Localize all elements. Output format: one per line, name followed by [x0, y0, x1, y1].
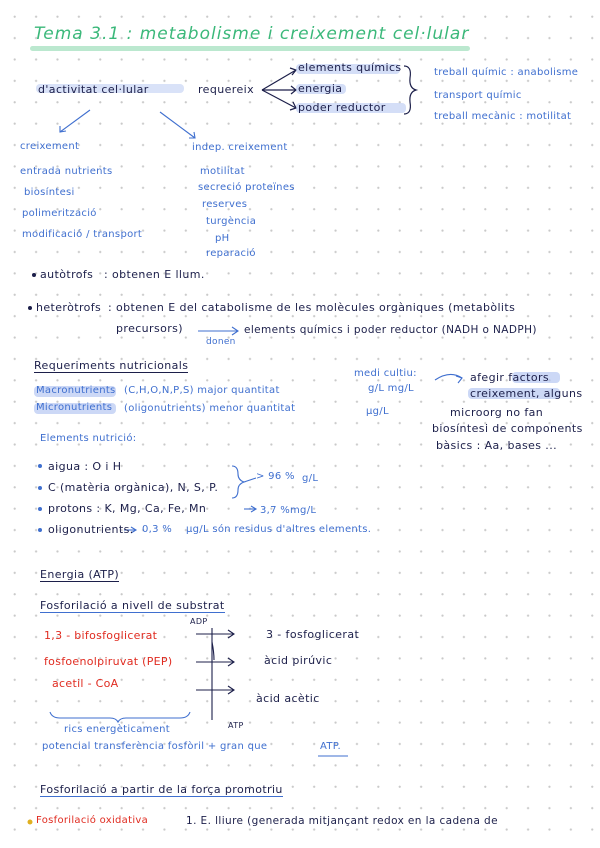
indep-item: turgència — [206, 216, 257, 227]
substrate: fosfoenolpiruvat (PEP) — [44, 655, 173, 668]
indep-item: reserves — [202, 199, 248, 210]
medi-text: afegir factors — [470, 371, 549, 384]
energia-heading: Energia (ATP) — [40, 568, 120, 581]
indep-item: reparació — [206, 248, 256, 259]
requereix: requereix — [198, 83, 254, 96]
micro-label: Micronutrients — [36, 402, 113, 413]
oligo-rest: µg/L són residus d'altres elements. — [186, 524, 372, 535]
heterotrofs-line1: : obtenen E del catabolisme de les molècules orgàniques (metabòlits — [108, 301, 516, 314]
medi-line5: bàsics : Aa, bases ... — [436, 439, 557, 452]
oligo: oligonutrients. — [48, 523, 134, 536]
heterotrofs-line2: precursors) — [116, 322, 183, 335]
materia: C (matèria orgànica), N, S, P. — [48, 481, 219, 494]
forca-promotriu-heading: Fosforilació a partir de la força promotriu — [40, 783, 283, 796]
brace-text: > 96 % — [256, 471, 295, 482]
protons-val: 3,7 % — [260, 505, 291, 516]
autotrofs-label: autòtrofs — [40, 268, 94, 281]
medi-highlight: creixement, alguns — [470, 387, 583, 400]
creixement-item: entrada nutrients — [20, 166, 113, 177]
activitat-cellular: d'activitat cel·lular — [38, 83, 149, 96]
protons-unit: mg/L — [290, 505, 317, 516]
substrate: acetil - CoA — [52, 677, 119, 690]
requeriments-heading: Requeriments nutricionals — [34, 359, 189, 372]
potencial-text: potencial transferència fosfòril + gran que — [42, 741, 268, 752]
medi-line3: microorg no fan — [450, 406, 544, 419]
indep-item: motilitat — [200, 166, 245, 177]
fosfo-substrat-heading: Fosforilació a nivell de substrat — [40, 599, 225, 612]
potencial-atp: ATP. — [320, 741, 342, 752]
need-poder: poder reductor — [298, 101, 386, 114]
medi-line4: biosíntesi de components — [432, 422, 583, 435]
substrate: 1,3 - bifosfoglicerat — [44, 629, 158, 642]
creixement-heading: creixement — [20, 141, 80, 152]
medi-label: medi cultiu: — [354, 368, 417, 379]
atp-label: ATP — [228, 721, 244, 730]
work-mecanic: treball mecànic : motilitat — [434, 111, 572, 122]
protons: protons : K, Mg, Ca, Fe, Mn — [48, 502, 207, 515]
rics-energeticament: rics energèticament — [64, 724, 171, 735]
heterotrofs-arrow-label: donen — [206, 337, 236, 347]
need-energia: energia — [298, 82, 343, 95]
creixement-item: modificació / transport — [22, 229, 143, 240]
autotrofs-text: : obtenen E llum. — [104, 268, 205, 281]
indep-item: secreció proteïnes — [198, 182, 295, 193]
elements-heading: Elements nutrició: — [40, 433, 137, 444]
heterotrofs-line3: elements químics i poder reductor (NADH o NADPH) — [244, 324, 537, 336]
macro-label: Macronutrients — [36, 385, 116, 396]
adp-label: ADP — [190, 617, 208, 626]
macro-unit: g/L mg/L — [368, 383, 414, 394]
work-transport: transport químic — [434, 90, 522, 101]
page-title: Tema 3.1 : metabolisme i creixement cel·lular — [34, 24, 470, 44]
creixement-item: polimerització — [22, 208, 97, 219]
macro-text: (C,H,O,N,P,S) major quantitat — [124, 385, 280, 396]
aigua: aigua : O i H — [48, 460, 122, 473]
micro-text: (oligonutrients) menor quantitat — [124, 403, 296, 414]
oxidativa-label: Fosforilació oxidativa — [36, 815, 149, 826]
product: àcid pirúvic — [264, 654, 333, 667]
need-elements: elements químics — [298, 61, 402, 74]
oligo-val: 0,3 % — [142, 524, 173, 535]
oxidativa-text: 1. E. lliure (generada mitjançant redox en la cadena de — [186, 815, 498, 827]
product: àcid acètic — [256, 692, 320, 705]
indep-heading: indep. creixement — [192, 142, 288, 153]
product: 3 - fosfoglicerat — [266, 628, 360, 641]
creixement-item: biosíntesi — [24, 187, 75, 198]
heterotrofs-label: heteròtrofs — [36, 301, 102, 314]
brace-unit: g/L — [302, 473, 319, 484]
micro-unit: µg/L — [366, 406, 389, 417]
work-quimic: treball químic : anabolisme — [434, 67, 579, 78]
indep-item: pH — [215, 233, 230, 244]
